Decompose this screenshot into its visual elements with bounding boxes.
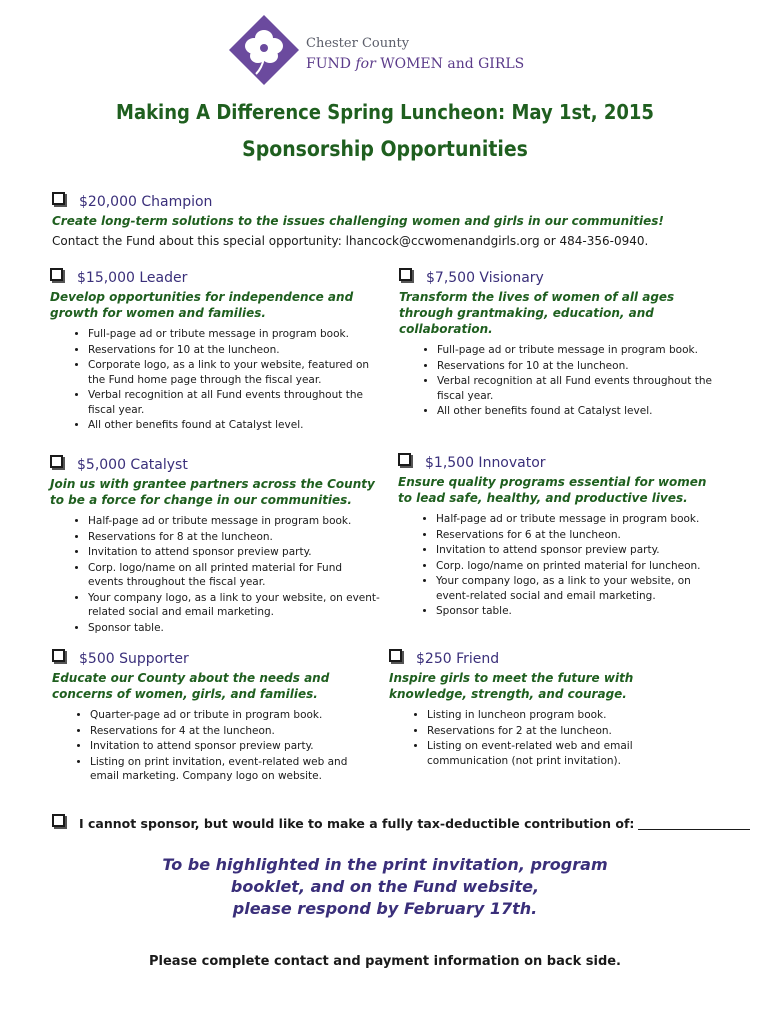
leader-tagline: Develop opportunities for independence and growth for women and families. xyxy=(50,290,354,320)
champion-section xyxy=(52,192,732,248)
leader-checkbox[interactable] xyxy=(50,268,63,281)
champion-checkbox[interactable] xyxy=(52,192,65,205)
page-title: Making A Difference Spring Luncheon: May 1st, 2015 xyxy=(116,100,654,124)
list-item: • Reservations for 10 at the luncheon. xyxy=(88,343,375,358)
flower-diamond-logo-icon xyxy=(228,14,300,86)
logo xyxy=(228,14,528,86)
list-item: • Reservations for 4 at the luncheon. xyxy=(90,724,374,739)
list-item: • All other benefits found at Catalyst level. xyxy=(88,418,375,433)
leader-label: $15,000 Leader xyxy=(77,270,188,286)
list-item: • Half-page ad or tribute message in program book. xyxy=(436,512,724,527)
innovator-label: $1,500 Innovator xyxy=(425,455,546,471)
champion-label: $20,000 Champion xyxy=(79,194,213,210)
visionary-section xyxy=(399,268,724,420)
list-item: • Listing in luncheon program book. xyxy=(427,708,714,723)
champion-contact: Contact the Fund about this special opportunity: lhancock@ccwomenandgirls.org or 484-356-0940. xyxy=(52,234,649,248)
list-item: • Full-page ad or tribute message in program book. xyxy=(88,327,375,342)
list-item: • Corporate logo, as a link to your website, featured on the Fund home page through the fiscal year. xyxy=(88,358,375,387)
contribution-text: I cannot sponsor, but would like to make a fully tax-deductible contribution of: xyxy=(79,816,635,831)
leader-section xyxy=(50,268,375,434)
list-item: • Reservations for 2 at the luncheon. xyxy=(427,724,714,739)
list-item: • Invitation to attend sponsor preview party. xyxy=(88,545,380,560)
catalyst-section xyxy=(50,455,380,636)
friend-benefits-list xyxy=(389,708,714,768)
friend-label: $250 Friend xyxy=(416,651,500,667)
list-item: • Reservations for 8 at the luncheon. xyxy=(88,530,380,545)
innovator-benefits-list xyxy=(398,512,724,619)
highlight-line: booklet, and on the Fund website, xyxy=(230,877,540,896)
list-item: • Reservations for 6 at the luncheon. xyxy=(436,528,724,543)
supporter-label: $500 Supporter xyxy=(79,651,189,667)
catalyst-tagline: Join us with grantee partners across the County to be a force for change in our communities. xyxy=(50,477,375,507)
visionary-benefits-list xyxy=(399,343,724,419)
list-item: • Corp. logo/name on all printed material for Fund events throughout the fiscal year. xyxy=(88,561,380,590)
innovator-tagline: Ensure quality programs essential for women to lead safe, healthy, and productive lives. xyxy=(398,475,707,505)
supporter-tagline: Educate our County about the needs and concerns of women, girls, and families. xyxy=(52,671,330,701)
supporter-section xyxy=(52,649,374,785)
supporter-checkbox[interactable] xyxy=(52,649,65,662)
visionary-tagline: Transform the lives of women of all ages through grantmaking, education, and collaboration. xyxy=(399,290,675,336)
list-item: • Half-page ad or tribute message in program book. xyxy=(88,514,380,529)
list-item: • Quarter-page ad or tribute in program book. xyxy=(90,708,374,723)
contribution-amount-field[interactable] xyxy=(638,817,750,830)
friend-section xyxy=(389,649,714,769)
list-item: • Your company logo, as a link to your website, on event-related social and email marketing. xyxy=(436,574,724,603)
catalyst-label: $5,000 Catalyst xyxy=(77,457,188,473)
logo-county-text: Chester County xyxy=(306,36,410,51)
list-item: • Corp. logo/name on printed material for luncheon. xyxy=(436,559,724,574)
friend-checkbox[interactable] xyxy=(389,649,402,662)
friend-tagline: Inspire girls to meet the future with knowledge, strength, and courage. xyxy=(389,671,634,701)
logo-fund-text: FUND for WOMEN and GIRLS xyxy=(306,56,525,72)
page-subtitle: Sponsorship Opportunities xyxy=(242,137,528,161)
list-item: • Your company logo, as a link to your website, on event-related social and email marketing. xyxy=(88,591,380,620)
innovator-checkbox[interactable] xyxy=(398,453,411,466)
list-item: • Invitation to attend sponsor preview party. xyxy=(436,543,724,558)
list-item: • Full-page ad or tribute message in program book. xyxy=(437,343,724,358)
visionary-checkbox[interactable] xyxy=(399,268,412,281)
catalyst-benefits-list xyxy=(50,514,380,635)
list-item: • Invitation to attend sponsor preview party. xyxy=(90,739,374,754)
footer-note: Please complete contact and payment information on back side. xyxy=(149,954,621,969)
list-item: • Verbal recognition at all Fund events throughout the fiscal year. xyxy=(88,388,375,417)
champion-tagline: Create long-term solutions to the issues challenging women and girls in our communities! xyxy=(52,214,664,228)
list-item: • Listing on print invitation, event-related web and email marketing. Company logo on website. xyxy=(90,755,374,784)
innovator-section xyxy=(398,453,724,620)
leader-benefits-list xyxy=(50,327,375,433)
catalyst-checkbox[interactable] xyxy=(50,455,63,468)
list-item: • Verbal recognition at all Fund events throughout the fiscal year. xyxy=(437,374,724,403)
list-item: • Reservations for 10 at the luncheon. xyxy=(437,359,724,374)
highlight-line: To be highlighted in the print invitation, program xyxy=(162,855,608,874)
list-item: • Listing on event-related web and email communication (not print invitation). xyxy=(427,739,714,768)
contribution-checkbox[interactable] xyxy=(52,814,65,827)
highlight-notice xyxy=(0,854,770,920)
list-item: • All other benefits found at Catalyst level. xyxy=(437,404,724,419)
contribution-row xyxy=(52,814,750,831)
supporter-benefits-list xyxy=(52,708,374,784)
list-item: • Sponsor table. xyxy=(436,604,724,619)
visionary-label: $7,500 Visionary xyxy=(426,270,544,286)
highlight-line: please respond by February 17th. xyxy=(232,899,538,918)
list-item: • Sponsor table. xyxy=(88,621,380,636)
